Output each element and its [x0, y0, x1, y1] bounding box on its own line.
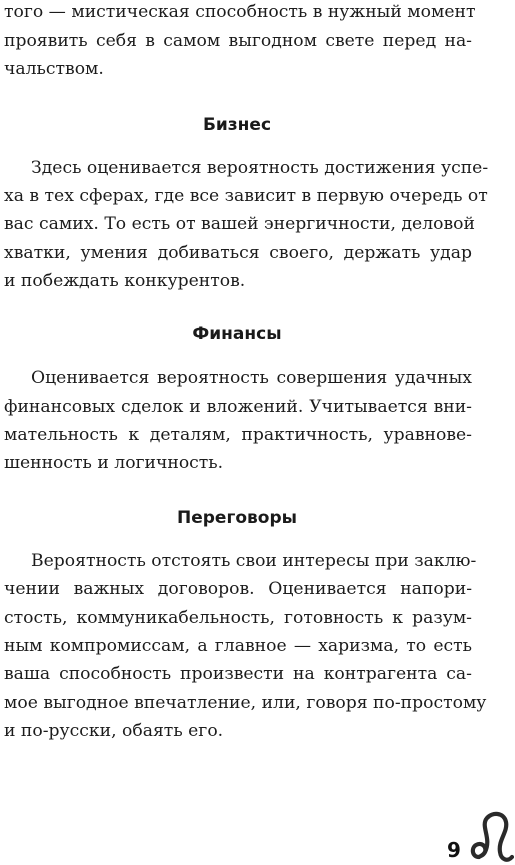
section-heading-negotiations: Переговоры	[177, 508, 297, 528]
finance-line-3: мательность к деталям, практичность, уравнове-	[4, 425, 472, 445]
finance-line-4: шенность и логичность.	[4, 453, 224, 473]
intro-line-1: того — мистическая способность в нужный момент	[4, 2, 476, 22]
section-heading-business: Бизнес	[202, 115, 272, 135]
negotiations-line-3: стость, коммуникабельность, готовность к разум-	[4, 608, 472, 628]
negotiations-line-6: мое выгодное впечатление, или, говоря по-простому	[4, 693, 487, 713]
intro-line-2: проявить себя в самом выгодном свете перед на-	[4, 31, 472, 51]
negotiations-line-1: Вероятность отстоять свои интересы при заклю-	[31, 551, 477, 571]
page-number: 9	[447, 838, 461, 862]
finance-line-1: Оценивается вероятность совершения удачных	[31, 368, 472, 388]
intro-line-3: чальством.	[4, 59, 104, 79]
negotiations-line-4: ным компромиссам, а главное — харизма, то есть	[4, 636, 472, 656]
finance-line-2: финансовых сделок и вложений. Учитывается вни-	[4, 397, 472, 417]
business-line-1: Здесь оценивается вероятность достижения успе-	[31, 158, 489, 178]
business-line-3: вас самих. То есть от вашей энергичности, деловой	[4, 214, 475, 234]
negotiations-line-2: чении важных договоров. Оценивается напори-	[4, 579, 472, 599]
negotiations-line-7: и по-русски, обаять его.	[4, 721, 224, 741]
leo-sign-icon	[470, 810, 514, 865]
negotiations-line-5: ваша способность произвести на контрагента са-	[4, 664, 472, 684]
business-line-2: ха в тех сферах, где все зависит в первую очередь от	[4, 186, 488, 206]
business-line-4: хватки, умения добиваться своего, держать удар	[4, 243, 472, 263]
section-heading-finance: Финансы	[192, 324, 282, 344]
business-line-5: и побеждать конкурентов.	[4, 271, 246, 291]
